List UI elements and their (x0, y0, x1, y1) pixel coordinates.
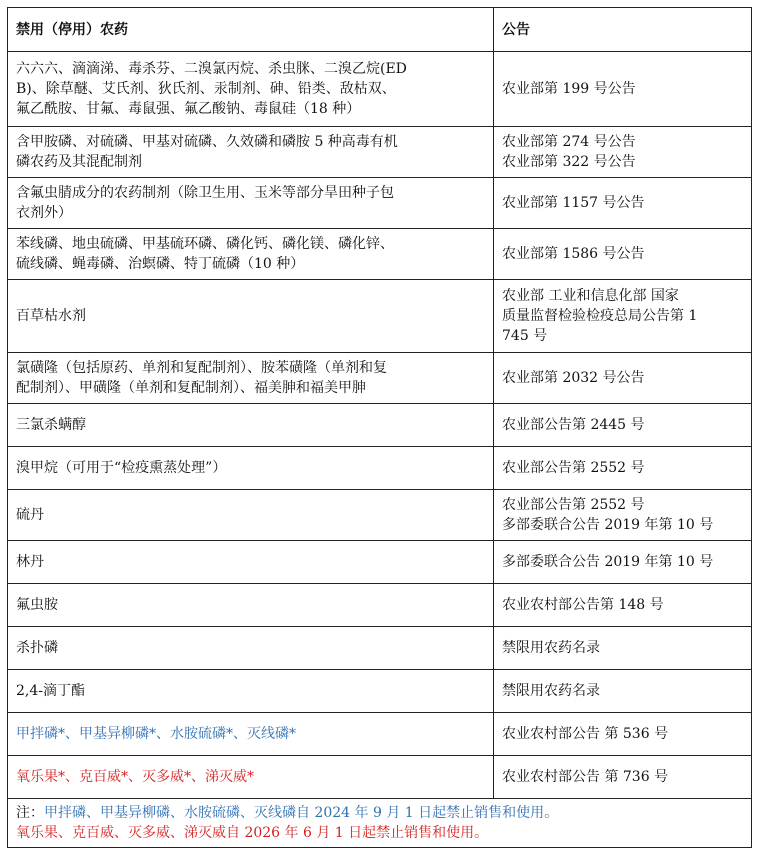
table-row (8, 229, 752, 280)
table-row (8, 353, 752, 404)
pesticide-text: 氧乐果*、克百威*、灭多威*、涕灭威* (16, 769, 254, 785)
pesticide-text: 林丹 (16, 554, 44, 570)
pesticide-cell (8, 229, 494, 280)
notice-cell (494, 541, 752, 584)
notice-text: 农业农村部公告第 148 号 (502, 597, 664, 613)
note-row (8, 799, 752, 848)
table-row (8, 627, 752, 670)
pesticide-text: 硫丹 (16, 507, 44, 523)
pesticide-cell (8, 627, 494, 670)
pesticide-cell (8, 280, 494, 353)
note-red-text: 氧乐果、克百威、灭多威、涕灭威自 2026 年 6 月 1 日起禁止销售和使用。 (16, 825, 489, 841)
table-row (8, 52, 752, 127)
table-row (8, 280, 752, 353)
notice-text: 农业部公告第 2552 号 (502, 497, 645, 513)
pesticide-text: B)、除草醚、艾氏剂、狄氏剂、汞制剂、砷、铅类、敌枯双、 (16, 81, 396, 97)
notice-text: 农业部公告第 2445 号 (502, 417, 645, 433)
pesticide-text: 含甲胺磷、对硫磷、甲基对硫磷、久效磷和磷胺 5 种高毒有机 (16, 134, 398, 150)
note-blue-text: 甲拌磷、甲基异柳磷、水胺硫磷、灭线磷自 2024 年 9 月 1 日起禁止销售和使用。 (44, 805, 559, 821)
notice-text: 多部委联合公告 2019 年第 10 号 (502, 517, 714, 533)
pesticide-text: 甲拌磷*、甲基异柳磷*、水胺硫磷*、灭线磷* (16, 726, 296, 742)
notice-text: 农业部第 199 号公告 (502, 81, 636, 97)
notice-cell (494, 713, 752, 756)
notice-text: 农业部第 1157 号公告 (502, 195, 645, 211)
pesticide-text: 百草枯水剂 (16, 308, 86, 324)
header-pesticide: 禁用（停用）农药 (8, 8, 494, 52)
pesticide-cell (8, 670, 494, 713)
table-row (8, 541, 752, 584)
notice-cell (494, 447, 752, 490)
pesticide-text: 三氯杀螨醇 (16, 417, 86, 433)
pesticide-cell (8, 713, 494, 756)
pesticide-cell (8, 52, 494, 127)
notice-cell (494, 178, 752, 229)
pesticide-text: 六六六、滴滴涕、毒杀芬、二溴氯丙烷、杀虫脒、二溴乙烷(ED (16, 61, 407, 77)
notice-cell (494, 756, 752, 799)
pesticide-text: 衣剂外） (16, 205, 72, 221)
notice-cell (494, 584, 752, 627)
notice-text: 农业部第 2032 号公告 (502, 370, 645, 386)
banned-pesticides-table (7, 7, 752, 848)
pesticide-text: 含氟虫腈成分的农药制剂（除卫生用、玉米等部分旱田种子包 (16, 185, 394, 201)
notice-cell (494, 52, 752, 127)
notice-cell (494, 280, 752, 353)
pesticide-cell (8, 353, 494, 404)
pesticide-cell (8, 447, 494, 490)
pesticide-text: 配制剂）、甲磺隆（单剂和复配制剂）、福美胂和福美甲胂 (16, 380, 366, 396)
notice-text: 多部委联合公告 2019 年第 10 号 (502, 554, 714, 570)
notice-text: 745 号 (502, 328, 548, 344)
note-prefix: 注： (16, 805, 44, 821)
notice-cell (494, 404, 752, 447)
pesticide-text: 磷农药及其混配制剂 (16, 154, 142, 170)
pesticide-cell (8, 490, 494, 541)
table-row (8, 447, 752, 490)
notice-text: 农业农村部公告 第 536 号 (502, 726, 669, 742)
notice-cell (494, 490, 752, 541)
notice-text: 农业部公告第 2552 号 (502, 460, 645, 476)
table-row (8, 490, 752, 541)
table-row (8, 127, 752, 178)
pesticide-cell (8, 584, 494, 627)
pesticide-text: 氯磺隆（包括原药、单剂和复配制剂）、胺苯磺隆（单剂和复 (16, 360, 387, 376)
table-body (8, 52, 752, 848)
pesticide-text: 氟虫胺 (16, 597, 58, 613)
pesticide-text: 2,4-滴丁酯 (16, 683, 85, 699)
table-header-row (8, 8, 752, 52)
table-row (8, 713, 752, 756)
pesticide-text: 溴甲烷（可用于“检疫熏蒸处理”） (16, 460, 227, 476)
notice-text: 禁限用农药名录 (502, 640, 600, 656)
table-row (8, 670, 752, 713)
pesticide-cell (8, 541, 494, 584)
pesticide-cell (8, 178, 494, 229)
pesticide-text: 杀扑磷 (16, 640, 58, 656)
notice-cell (494, 229, 752, 280)
note-cell (8, 799, 752, 848)
pesticide-cell (8, 404, 494, 447)
pesticide-cell (8, 127, 494, 178)
table-row (8, 404, 752, 447)
notice-cell (494, 127, 752, 178)
header-notice: 公告 (494, 8, 752, 52)
pesticide-text: 苯线磷、地虫硫磷、甲基硫环磷、磷化钙、磷化镁、磷化锌、 (16, 236, 394, 252)
table-row (8, 756, 752, 799)
table-row (8, 584, 752, 627)
notice-text: 禁限用农药名录 (502, 683, 600, 699)
notice-cell (494, 670, 752, 713)
notice-text: 农业部第 322 号公告 (502, 154, 636, 170)
notice-text: 质量监督检验检疫总局公告第 1 (502, 308, 698, 324)
notice-text: 农业农村部公告 第 736 号 (502, 769, 669, 785)
notice-cell (494, 627, 752, 670)
notice-text: 农业部 工业和信息化部 国家 (502, 288, 679, 304)
pesticide-text: 氟乙酰胺、甘氟、毒鼠强、氟乙酸钠、毒鼠硅（18 种） (16, 101, 361, 117)
notice-text: 农业部第 1586 号公告 (502, 246, 645, 262)
pesticide-cell (8, 756, 494, 799)
notice-text: 农业部第 274 号公告 (502, 134, 636, 150)
pesticide-text: 硫线磷、蝇毒磷、治螟磷、特丁硫磷（10 种） (16, 256, 305, 272)
table-row (8, 178, 752, 229)
notice-cell (494, 353, 752, 404)
